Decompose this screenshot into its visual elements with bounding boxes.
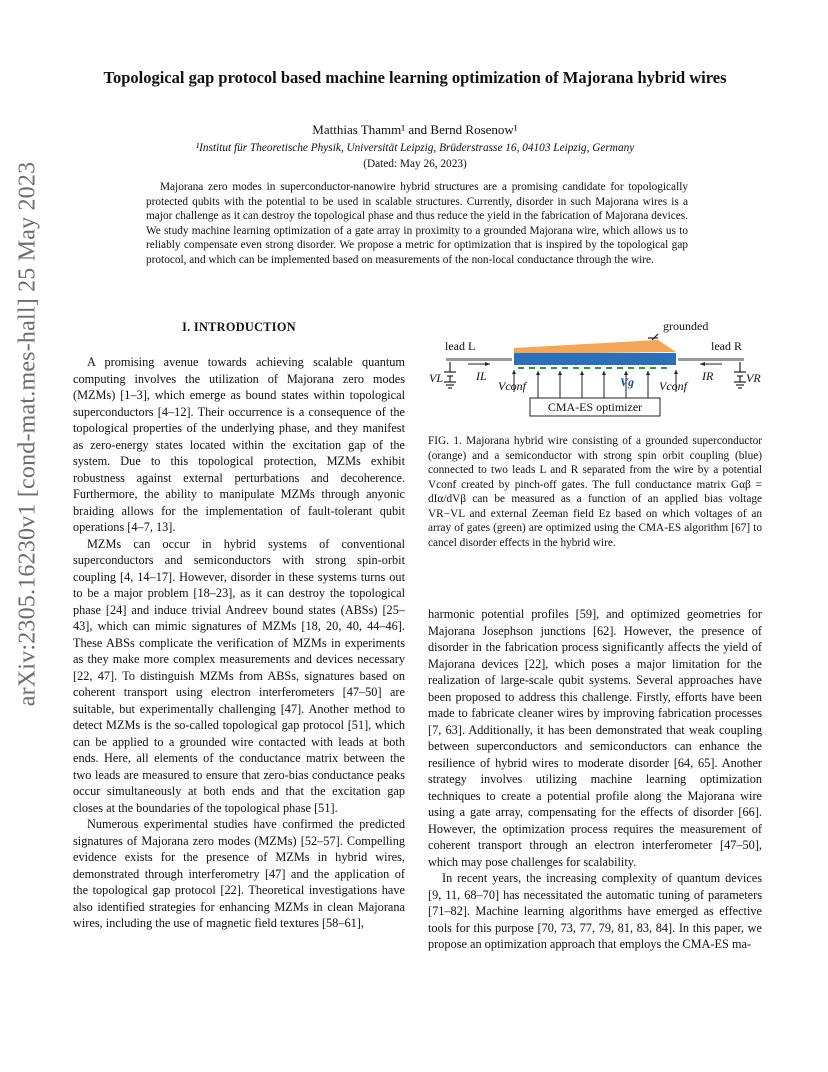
paper-title: Topological gap protocol based machine learning optimization of Majorana hybrid wires — [103, 68, 727, 87]
vconf-right-label: Vconf — [659, 379, 687, 393]
lead-r — [678, 358, 744, 361]
vr-label: VR — [746, 371, 761, 385]
vg-label: Vg — [620, 375, 635, 389]
il-label: IL — [476, 369, 487, 383]
date-line: (Dated: May 26, 2023) — [363, 158, 467, 170]
paragraph: harmonic potential profiles [59], and optimized geometries for Majorana Josephson junctions [62]. However, the presence of disorder in the fabrication process significantly affects the yield of Majorana devices [22], which poses a major limitation for the realization of large-scale qubit systems. Several approaches have been proposed to address this challenge. Firstly, efforts have been made to fabricate cleaner wires by improving fabrication processes [7, 63]. Additionally, it has been demonstrated that weak coupling between superconductors and semiconductors can enhance the resilience of hybrid wires to moderate disorder [64, 65]. Another strategy involves utilizing machine learning optimization techniques to create a potential profile along the Majorana wire using a gate array, compensating for the effects of disorder [66]. However, the optimization process requires the measurement of coherent transport through an electron interferometer [47–50], which may pose challenges for scalability. — [428, 607, 762, 869]
affiliation: ¹Institut für Theoretische Physik, Universität Leipzig, Brüderstrasse 16, 04103 Leipzig, Germany — [195, 142, 635, 154]
grounded-label: grounded — [663, 319, 709, 333]
superconductor — [514, 340, 676, 354]
battery-right-icon — [734, 362, 746, 388]
semiconductor-wire — [514, 353, 676, 365]
ground-symbol-icon — [648, 334, 658, 341]
abstract: Majorana zero modes in superconductor-nanowire hybrid structures are a promising candidate for topologically protected qubits with the potential to be used in scalable structures. Currently, disorder in such Majorana wires is a major challenge as it can destroy the topological phase and thus reduce the yield in the fabrication of Majorana devices. We study machine learning optimization of a gate array in proximity to a grounded Majorana wire, which allows us to reliably compensate even strong disorder. We propose a metric for optimization that is inspired by the topological gap protocol, and which can be implemented based on measurements of the non-local conductance through the wire. — [146, 181, 688, 266]
lead-r-label: lead R — [711, 339, 742, 353]
section-heading: I. INTRODUCTION — [182, 320, 296, 334]
figure-caption: FIG. 1. Majorana hybrid wire consisting of a grounded superconductor (orange) and a semiconductor with strong spin orbit coupling (blue) connected to two leads L and R separated from the wire by a potential Vconf created by pinch-off gates. The full conductance matrix Gαβ = dIα/dVβ can be measured as a function of an applied bias voltage VR−VL and external Zeeman field Ez based on which voltages of an array of gates (green) are optimized using the CMA-ES algorithm [67] to cancel disorder effects in the hybrid wire. — [428, 435, 762, 549]
vl-label: VL — [429, 371, 444, 385]
arxiv-identifier: arXiv:2305.16230v1 [cond-mat.mes-hall] 25 May 2023 — [14, 161, 41, 707]
paragraph: A promising avenue towards achieving scalable quantum computing involves the utilization of Majorana zero modes (MZMs) [1–3], which emerge as bound states within topological superconductors [4–12]. Their occurrence is a consequence of the topological properties of the underlying phase, and they manifest as zero-energy states located within the excitation gap of the system. Due to this topological protection, MZMs exhibit robustness against external perturbations and decoherence. Furthermore, the ability to manipulate MZMs through anyonic braiding allows for the implementation of fault-tolerant qubit operations [4–7, 13]. — [73, 355, 405, 534]
ir-label: IR — [702, 369, 714, 383]
lead-l-label: lead L — [445, 339, 476, 353]
right-column — [428, 606, 762, 953]
paragraph: MZMs can occur in hybrid systems of conventional superconductors and semiconductors with strong spin-orbit coupling [4, 14–17]. However, disorder in these systems turns out to be a major problem [18–23], as it can destroy the topological phase [24] and induce trivial Andreev bound states (ABSs) [25–43], which can mimic signatures of MZMs [18, 20, 40, 44–46]. These ABSs complicate the verification of MZMs in experiments as they make more complex measurements and devices necessary [22, 47]. To distinguish MZMs from ABSs, signatures based on coherent transport using electron interferometers [47–50] are suitable, but experimentally challenging [47]. Another method to detect MZMs is the so-called topological gap protocol [51], which can be applied to a grounded wire contacted with leads at both ends. Here, all elements of the conductance matrix between the two leads are measured to ensure that zero-bias conductance peaks occur simultaneously at both ends and that the excitation gap closes at the boundaries of the topological phase [51]. — [73, 536, 405, 815]
left-column — [73, 354, 405, 932]
figure-1-schematic — [426, 316, 766, 422]
paragraph: Numerous experimental studies have confirmed the predicted signatures of Majorana zero modes (MZMs) [52–57]. Compelling evidence exists for the presence of MZMs in hybrid wires, demonstrated through interferometry [47] and the application of the topological gap protocol [22]. Theoretical investigations have also identified strategies for enhancing MZMs in clean Majorana wires, including the use of magnetic field textures [58–61], — [73, 817, 405, 930]
optimizer-label: CMA-ES optimizer — [547, 400, 643, 414]
lead-l — [446, 358, 512, 361]
paragraph: In recent years, the increasing complexity of quantum devices [9, 11, 68–70] has necessitated the automatic tuning of parameters [71–82]. Machine learning algorithms have emerged as effective tools for this purpose [70, 73, 77, 79, 81, 83, 84]. In this paper, we propose an optimization approach that employs the CMA-ES ma- — [428, 871, 762, 951]
authors: Matthias Thamm¹ and Bernd Rosenow¹ — [312, 122, 518, 137]
battery-left-icon — [444, 362, 456, 388]
vconf-left-label: Vconf — [498, 379, 526, 393]
arxiv-sidebar — [6, 84, 50, 784]
